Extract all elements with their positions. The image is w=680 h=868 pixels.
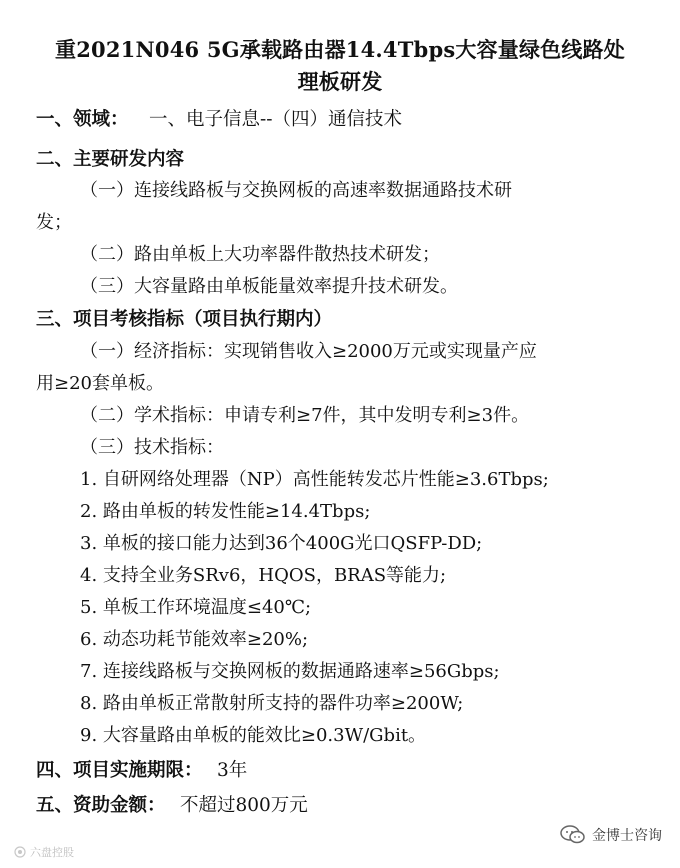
left-watermark-text: 六盘控股 bbox=[30, 846, 74, 859]
section-funding-value: 不超过800万元 bbox=[179, 795, 308, 816]
content-item-3: （三）大容量路由单板能量效率提升技术研发。 bbox=[80, 276, 458, 297]
technical-item-4: 4. 支持全业务SRv6，HQOS，BRAS等能力; bbox=[80, 565, 447, 586]
indicator-economic-line-2: 用≥20套单板。 bbox=[36, 373, 164, 394]
technical-item-5: 5. 单板工作环境温度≤40℃; bbox=[80, 597, 312, 618]
section-indicators-heading: 三、项目考核指标（项目执行期内） bbox=[36, 309, 333, 330]
section-period bbox=[36, 758, 247, 784]
technical-item-6: 6. 动态功耗节能效率≥20%; bbox=[80, 629, 309, 650]
section-field bbox=[36, 107, 402, 133]
document-title-line-2: 理板研发 bbox=[297, 69, 383, 94]
section-funding bbox=[36, 793, 308, 819]
content-item-1b: 发； bbox=[36, 212, 72, 233]
document-title-line-1: 重2021N046 5G承载路由器14.4Tbps大容量绿色线路处 bbox=[55, 37, 625, 62]
technical-item-1: 1. 自研网络处理器（NP）高性能转发芯片性能≥3.6Tbps; bbox=[80, 469, 549, 490]
section-period-heading: 四、项目实施期限： bbox=[36, 760, 203, 781]
right-watermark bbox=[560, 824, 662, 846]
technical-item-7: 7. 连接线路板与交换网板的数据通路速率≥56Gbps; bbox=[80, 661, 500, 682]
content-item-1a: （一）连接线路板与交换网板的高速率数据通路技术研 bbox=[80, 180, 512, 201]
weibo-icon bbox=[14, 846, 26, 858]
technical-item-9: 9. 大容量路由单板的能效比≥0.3W/Gbit。 bbox=[80, 725, 427, 746]
indicator-technical-heading: （三）技术指标： bbox=[80, 437, 224, 458]
indicator-economic-line-1: （一）经济指标：实现销售收入≥2000万元或实现量产应 bbox=[80, 341, 537, 362]
section-field-heading: 一、领域： bbox=[36, 109, 129, 130]
section-content-heading: 二、主要研发内容 bbox=[36, 149, 185, 170]
wechat-icon bbox=[560, 824, 586, 846]
technical-item-3: 3. 单板的接口能力达到36个400G光口QSFP-DD; bbox=[80, 533, 483, 554]
technical-item-8: 8. 路由单板正常散射所支持的器件功率≥200W; bbox=[80, 693, 464, 714]
right-watermark-text: 金博士咨询 bbox=[592, 828, 662, 844]
left-watermark bbox=[14, 844, 74, 860]
content-item-2: （二）路由单板上大功率器件散热技术研发； bbox=[80, 244, 440, 265]
technical-item-2: 2. 路由单板的转发性能≥14.4Tbps; bbox=[80, 501, 371, 522]
indicator-academic: （二）学术指标：申请专利≥7件，其中发明专利≥3件。 bbox=[80, 405, 530, 426]
section-funding-heading: 五、资助金额： bbox=[36, 795, 166, 816]
section-field-value: 一、电子信息--（四）通信技术 bbox=[148, 109, 402, 130]
section-period-value: 3年 bbox=[216, 760, 248, 781]
